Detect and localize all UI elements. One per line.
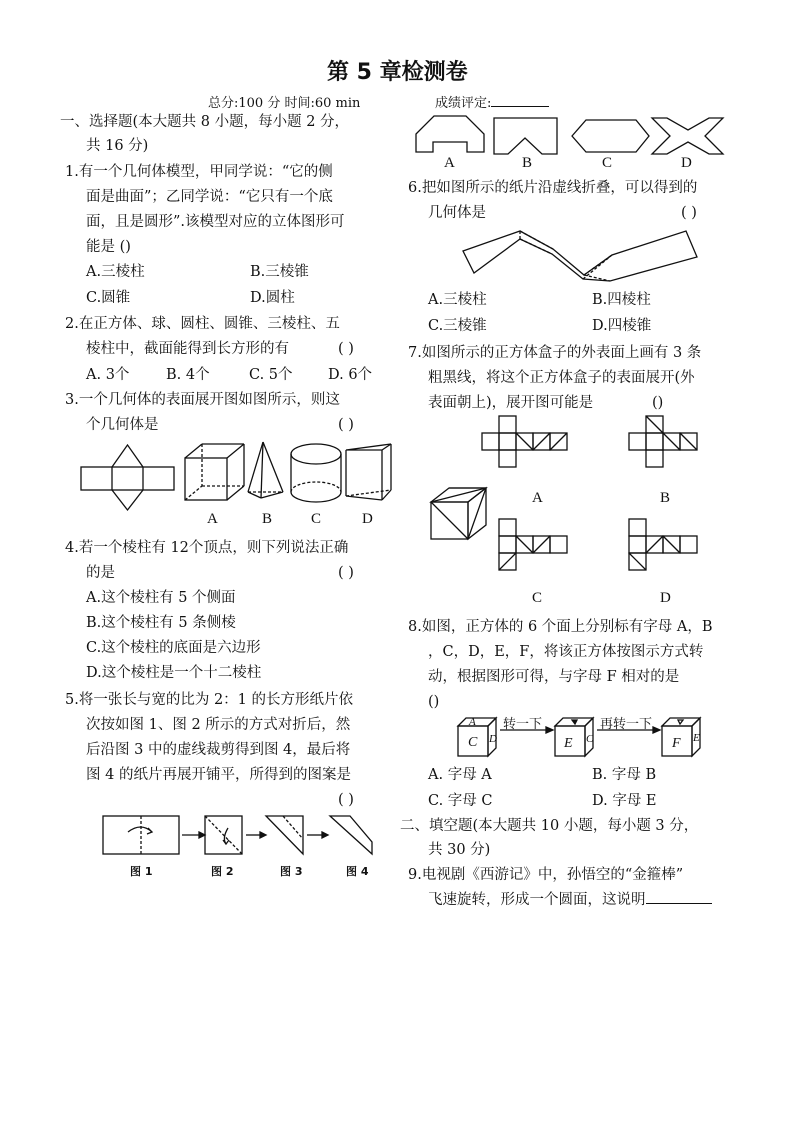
grade-blank[interactable] bbox=[491, 94, 549, 107]
q8-cube3-front-letter: F bbox=[672, 736, 681, 751]
q8-turn2-label: 再转一下 bbox=[600, 717, 653, 732]
q9-line1: 9.电视剧《西游记》中，孙悟空的“金箍棒” bbox=[408, 867, 684, 883]
q3-pyramid-option-b bbox=[248, 442, 283, 498]
q8-cube2-front-letter: E bbox=[564, 736, 573, 751]
q6-option-a[interactable]: A.三棱柱 bbox=[428, 292, 487, 308]
q3-label-a[interactable]: A bbox=[207, 511, 218, 527]
q8-option-a[interactable]: A. 字母 A bbox=[428, 767, 492, 783]
grade-field bbox=[435, 92, 549, 111]
q8-line3: 动，根据图形可得，与字母 F 相对的是 bbox=[428, 669, 680, 685]
q2-option-d[interactable]: D. 6个 bbox=[328, 367, 373, 383]
q6-option-c[interactable]: C.三棱锥 bbox=[428, 318, 487, 334]
section2-heading-line2: 共 30 分) bbox=[428, 842, 491, 858]
q1-option-b[interactable]: B.三棱锥 bbox=[250, 264, 309, 280]
q4-option-a[interactable]: A.这个棱柱有 5 个侧面 bbox=[86, 590, 236, 606]
q6-shape-d bbox=[652, 118, 723, 154]
q8-option-d[interactable]: D. 字母 E bbox=[592, 793, 657, 809]
q5-figure4 bbox=[330, 816, 372, 854]
q7-net-d bbox=[629, 519, 697, 570]
q6-shapes bbox=[412, 112, 732, 157]
q8-cube1-side-letter: D bbox=[489, 733, 497, 745]
q6-option-d[interactable]: D.四棱锥 bbox=[592, 318, 652, 334]
q5-line2: 次按如图 1、图 2 所示的方式对折后，然 bbox=[86, 717, 351, 733]
q2-answer-paren[interactable]: ( ) bbox=[338, 341, 354, 357]
q4-option-c[interactable]: C.这个棱柱的底面是六边形 bbox=[86, 640, 261, 656]
q5-line4: 图 4 的纸片再展开铺平，所得到的图案是 bbox=[86, 767, 351, 783]
q5-answer-paren[interactable]: ( ) bbox=[338, 792, 354, 808]
q7-line2: 粗黑线，将这个正方体盒子的表面展开(外 bbox=[428, 370, 695, 386]
q7-line1: 7.如图所示的正方体盒子的外表面上画有 3 条 bbox=[408, 345, 702, 361]
q4-option-b[interactable]: B.这个棱柱有 5 条侧棱 bbox=[86, 615, 236, 631]
q2-option-a[interactable]: A. 3个 bbox=[86, 367, 130, 383]
q3-prism-option-d bbox=[346, 444, 391, 500]
q1-line4: 能是 () bbox=[86, 239, 131, 255]
q6-shape-a bbox=[416, 116, 484, 152]
q3-label-b[interactable]: B bbox=[262, 511, 273, 527]
q9-answer-blank[interactable] bbox=[646, 891, 712, 904]
q3-label-c[interactable]: C bbox=[311, 511, 322, 527]
q5-fig2-label: 图 2 bbox=[211, 865, 234, 878]
q5-fig1-label: 图 1 bbox=[130, 865, 153, 878]
section1-heading-line2: 共 16 分) bbox=[86, 138, 149, 154]
q6-top-label-d[interactable]: D bbox=[681, 155, 692, 171]
q3-net-figure bbox=[81, 445, 174, 510]
q8-cube3-side-letter: E bbox=[693, 732, 700, 744]
q6-option-b[interactable]: B.四棱柱 bbox=[592, 292, 651, 308]
q7-net-a bbox=[482, 416, 567, 467]
q8-option-c[interactable]: C. 字母 C bbox=[428, 793, 493, 809]
q6-line1: 6.把如图所示的纸片沿虚线折叠，可以得到的 bbox=[408, 180, 698, 196]
q5-fig3-label: 图 3 bbox=[280, 865, 303, 878]
q8-cube1-top-letter: A bbox=[469, 716, 476, 728]
q3-figures bbox=[78, 440, 398, 510]
q3-label-d[interactable]: D bbox=[362, 511, 373, 527]
q4-line2: 的是 bbox=[86, 565, 115, 581]
q7-label-b[interactable]: B bbox=[660, 490, 671, 506]
q6-shape-b bbox=[494, 118, 557, 154]
q2-option-c[interactable]: C. 5个 bbox=[249, 367, 293, 383]
q7-label-d[interactable]: D bbox=[660, 590, 671, 606]
q1-line2: 面是曲面”；乙同学说：“它只有一个底 bbox=[86, 189, 333, 205]
q8-cube-1 bbox=[458, 716, 497, 756]
q8-cube-rotation bbox=[454, 714, 714, 764]
q6-shape-c bbox=[572, 120, 649, 152]
q8-turn1-label: 转一下 bbox=[503, 717, 543, 732]
q7-net-c bbox=[499, 519, 567, 570]
q1-line1: 1.有一个几何体模型，甲同学说：“它的侧 bbox=[65, 164, 333, 180]
q8-line4: () bbox=[428, 694, 440, 710]
q2-line1: 2.在正方体、球、圆柱、圆锥、三棱柱、五 bbox=[65, 316, 340, 332]
q7-label-c[interactable]: C bbox=[532, 590, 543, 606]
q8-line1: 8.如图，正方体的 6 个面上分别标有字母 A，B bbox=[408, 619, 713, 635]
q2-option-b[interactable]: B. 4个 bbox=[166, 367, 210, 383]
section2-heading-line1: 二、填空题(本大题共 10 小题，每小题 3 分， bbox=[400, 818, 699, 834]
q7-line3: 表面朝上)，展开图可能是 bbox=[428, 395, 594, 411]
q5-fig4-label: 图 4 bbox=[346, 865, 369, 878]
q4-option-d[interactable]: D.这个棱柱是一个十二棱柱 bbox=[86, 665, 262, 681]
q1-line3: 面，且是圆形”.该模型对应的立体图形可 bbox=[86, 214, 345, 230]
q8-option-b[interactable]: B. 字母 B bbox=[592, 767, 657, 783]
section1-heading-line1: 一、选择题(本大题共 8 小题，每小题 2 分， bbox=[60, 114, 350, 130]
q1-option-d[interactable]: D.圆柱 bbox=[250, 290, 295, 306]
q6-top-label-a[interactable]: A bbox=[444, 155, 455, 171]
q7-cube bbox=[431, 488, 486, 539]
q1-option-a[interactable]: A.三棱柱 bbox=[86, 264, 145, 280]
q5-figure3 bbox=[266, 816, 303, 854]
q6-top-label-c[interactable]: C bbox=[602, 155, 613, 171]
q1-option-c[interactable]: C.圆锥 bbox=[86, 290, 131, 306]
q8-cube-3 bbox=[662, 718, 700, 756]
q8-cube2-side-letter: C bbox=[586, 733, 594, 745]
q5-line1: 5.将一张长与宽的比为 2：1 的长方形纸片依 bbox=[65, 692, 354, 708]
q2-line2: 棱柱中，截面能得到长方形的有 bbox=[86, 341, 289, 357]
q3-cube-option-a bbox=[185, 444, 244, 500]
q6-answer-paren[interactable]: ( ) bbox=[681, 205, 697, 221]
grade-label: 成绩评定: bbox=[435, 96, 492, 111]
q9-line2-text: 飞速旋转，形成一个圆面，这说明 bbox=[428, 892, 646, 908]
total-score-time: 总分:100 分 时间:60 min bbox=[208, 96, 361, 111]
q7-answer-paren[interactable]: () bbox=[652, 395, 664, 411]
q3-cylinder-option-c bbox=[291, 444, 341, 502]
q3-line1: 3.一个几何体的表面展开图如图所示，则这 bbox=[65, 392, 340, 408]
page-title: 第 5 章检测卷 bbox=[327, 60, 468, 85]
q5-figure1 bbox=[103, 816, 179, 854]
q7-label-a[interactable]: A bbox=[532, 490, 543, 506]
q6-top-label-b[interactable]: B bbox=[522, 155, 533, 171]
q4-line1: 4.若一个棱柱有 12个顶点，则下列说法正确 bbox=[65, 540, 349, 556]
q5-folding-figures bbox=[100, 812, 380, 857]
q6-line2: 几何体是 bbox=[428, 205, 486, 221]
q8-cube1-front-letter: C bbox=[468, 735, 478, 750]
q6-strip-net bbox=[460, 225, 710, 283]
q7-net-b bbox=[629, 416, 697, 467]
q4-answer-paren[interactable]: ( ) bbox=[338, 565, 354, 581]
q3-line2: 个几何体是 bbox=[86, 417, 159, 433]
q5-line3: 后沿图 3 中的虚线裁剪得到图 4，最后将 bbox=[86, 742, 351, 758]
q5-figure2 bbox=[205, 816, 242, 854]
q8-cube-2 bbox=[555, 718, 594, 756]
q3-answer-paren[interactable]: ( ) bbox=[338, 417, 354, 433]
q8-line2: ，C，D，E，F，将该正方体按图示方式转 bbox=[428, 644, 704, 660]
q9-line2 bbox=[428, 888, 712, 913]
